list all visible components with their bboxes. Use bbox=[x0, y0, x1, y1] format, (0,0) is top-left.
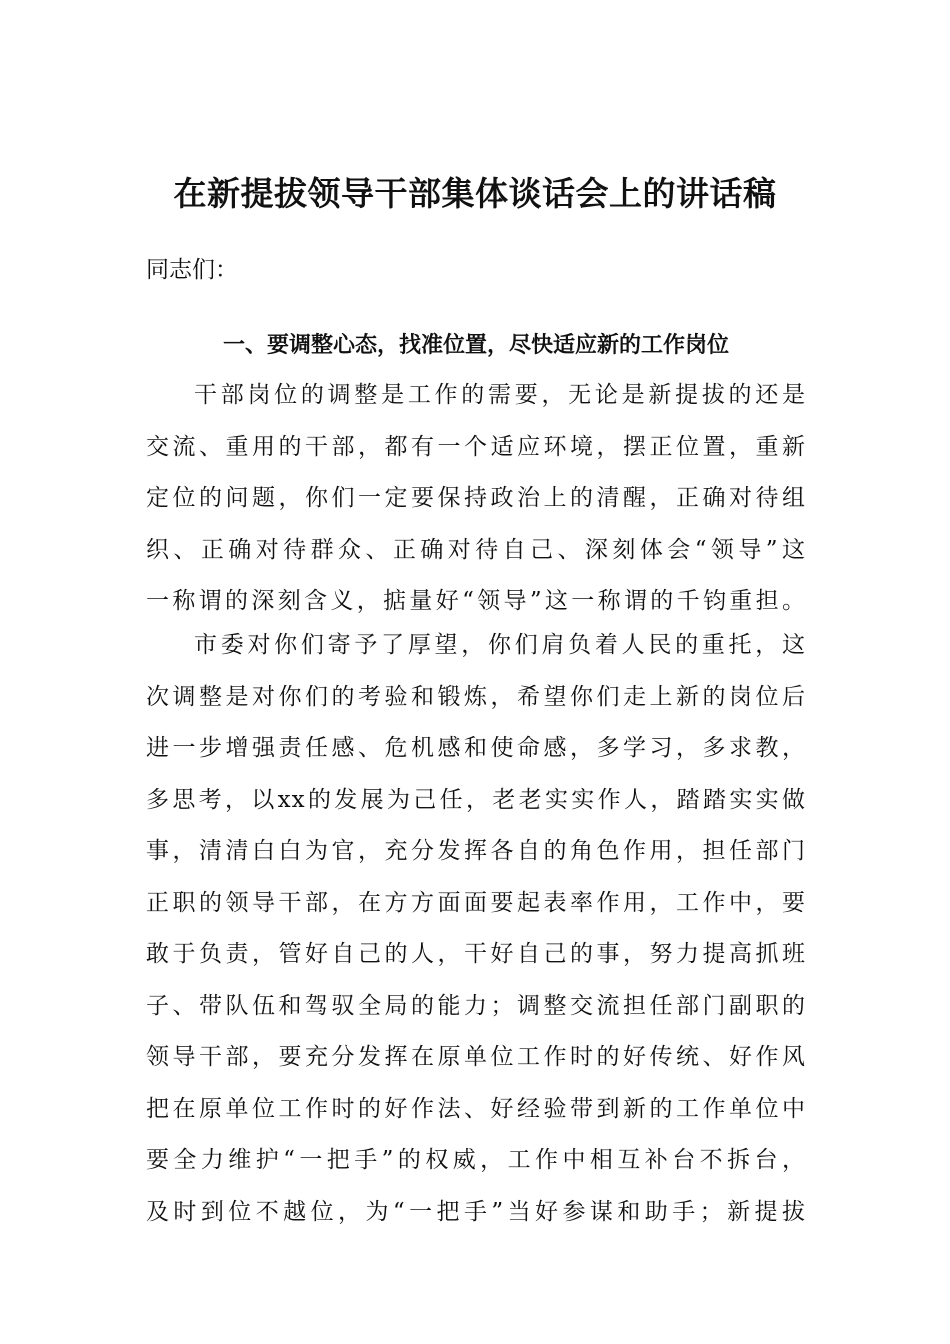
paragraph-line: 事，清清白白为官，充分发挥各自的角色作用，担任部门 bbox=[146, 838, 806, 864]
section-heading: 一、要调整心态，找准位置，尽快适应新的工作岗位 bbox=[222, 333, 729, 358]
paragraph-line: 织、正确对待群众、正确对待自己、深刻体会“领导”这 bbox=[146, 536, 806, 563]
paragraph-2 bbox=[146, 620, 806, 1238]
salutation: 同志们： bbox=[146, 257, 238, 283]
paragraph-line: 多思考，以xx的发展为己任，老老实实作人，踏踏实实做 bbox=[146, 786, 806, 813]
paragraph-line: 领导干部，要充分发挥在原单位工作时的好传统、好作风 bbox=[146, 1044, 806, 1070]
paragraph-line: 市委对你们寄予了厚望，你们肩负着人民的重托，这 bbox=[194, 632, 806, 658]
paragraph-line: 干部岗位的调整是工作的需要，无论是新提拔的还是 bbox=[194, 382, 806, 408]
paragraph-line: 定位的问题，你们一定要保持政治上的清醒，正确对待组 bbox=[146, 485, 806, 511]
paragraph-line: 一称谓的深刻含义，掂量好“领导”这一称谓的千钧重担。 bbox=[146, 588, 806, 614]
paragraph-line: 正职的领导干部，在方方面面要起表率作用，工作中，要 bbox=[146, 889, 806, 916]
paragraph-1 bbox=[146, 370, 806, 628]
paragraph-line: 交流、重用的干部，都有一个适应环境，摆正位置，重新 bbox=[146, 433, 806, 460]
paragraph-line: 要全力维护“一把手”的权威，工作中相互补台不拆台， bbox=[146, 1147, 806, 1173]
paragraph-line: 把在原单位工作时的好作法、好经验带到新的工作单位中 bbox=[146, 1095, 806, 1122]
paragraph-line: 进一步增强责任感、危机感和使命感，多学习，多求教， bbox=[146, 735, 806, 761]
paragraph-line: 敢于负责，管好自己的人，干好自己的事，努力提高抓班 bbox=[146, 941, 806, 967]
document-title: 在新提拔领导干部集体谈话会上的讲话稿 bbox=[173, 174, 777, 213]
paragraph-line: 次调整是对你们的考验和锻炼，希望你们走上新的岗位后 bbox=[146, 683, 806, 710]
paragraph-line: 子、带队伍和驾驭全局的能力；调整交流担任部门副职的 bbox=[146, 992, 806, 1019]
paragraph-line: 及时到位不越位，为“一把手”当好参谋和助手；新提拔 bbox=[146, 1198, 806, 1225]
